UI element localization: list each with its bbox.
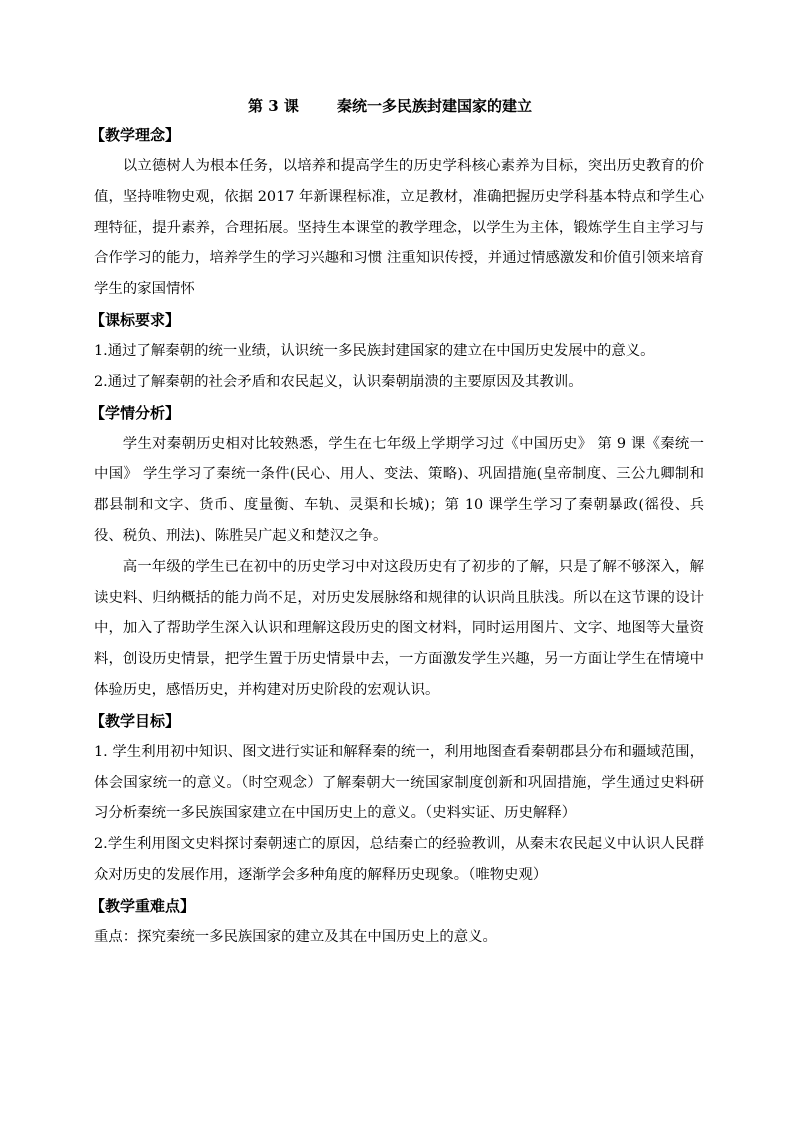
objectives-item-1: 1. 学生利用初中知识、图文进行实证和解释秦的统一，利用地图查看秦朝郡县分布和疆域范围，体会国家统一的意义。（时空观念）了解秦朝大一统国家制度创新和巩固措施，学生通过史料研习分析秦统一多民族国家建立在中国历史上的意义。（史料实证、历史解释） xyxy=(94,743,704,822)
keypoints-item-1: 重点：探究秦统一多民族国家的建立及其在中国历史上的意义。 xyxy=(94,928,497,945)
section-heading-objectives: 【教学目标】 xyxy=(90,711,181,730)
standards-item-1: 1.通过了解秦朝的统一业绩，认识统一多民族封建国家的建立在中国历史发展中的意义。 xyxy=(94,342,655,359)
analysis-paragraph-2: 高一年级的学生已在初中的历史学习中对这段历史有了初步的了解，只是了解不够深入，解读史料、归纳概括的能力尚不足，对历史发展脉络和规律的认识尚且肤浅。所以在这节课的设计中，加入了帮助学生深入认识和理解这段历史的图文材料，同时运用图片、文字、地图等大量资料，创设历史情景，把学生置于历史情景中去，一方面激发学生兴趣，另一方面让学生在情境中体验历史，感悟历史，并构建对历史阶段的宏观认识。 xyxy=(94,558,704,698)
standards-item-2: 2.通过了解秦朝的社会矛盾和农民起义，认识秦朝崩溃的主要原因及其教训。 xyxy=(94,373,583,390)
lesson-number: 第 3 课 xyxy=(248,97,299,115)
section-heading-philosophy: 【教学理念】 xyxy=(90,126,181,144)
section-heading-analysis: 【学情分析】 xyxy=(90,403,181,422)
analysis-paragraph-1: 学生对秦朝历史相对比较熟悉，学生在七年级上学期学习过《中国历史》 第 9 课《秦统一中国》 学生学习了秦统一条件(民心、用人、变法、策略)、巩固措施(皇帝制度、三公九卿制和郡县制和文字、货币、度量衡、车轨、灵渠和长城)；第 10 课学生学习了秦朝暴政(徭役、兵役、税负、刑法)、陈胜吴广起义和楚汉之争。 xyxy=(94,435,704,544)
objectives-item-2: 2.学生利用图文史料探讨秦朝速亡的原因，总结秦亡的经验教训，从秦末农民起义中认识人民群众对历史的发展作用，逐渐学会多种角度的解释历史现象。（唯物史观） xyxy=(94,836,704,883)
philosophy-paragraph: 以立德树人为根本任务，以培养和提高学生的历史学科核心素养为目标，突出历史教育的价值，坚持唯物史观，依据 2017 年新课程标准，立足教材，准确把握历史学科基本特点和学生心理特征，提升素养，合理拓展。坚持生本课堂的教学理念，以学生为主体，锻炼学生自主学习与合作学习的能力，培养学生的学习兴趣和习惯 注重知识传授，并通过情感激发和价值引领来培育学生的家国情怀 xyxy=(94,158,704,298)
lesson-title-text: 秦统一多民族封建国家的建立 xyxy=(337,97,533,115)
lesson-title xyxy=(94,92,704,120)
section-heading-standards: 【课标要求】 xyxy=(90,310,181,329)
section-heading-keypoints: 【教学重难点】 xyxy=(90,896,196,915)
document-body xyxy=(90,92,704,953)
